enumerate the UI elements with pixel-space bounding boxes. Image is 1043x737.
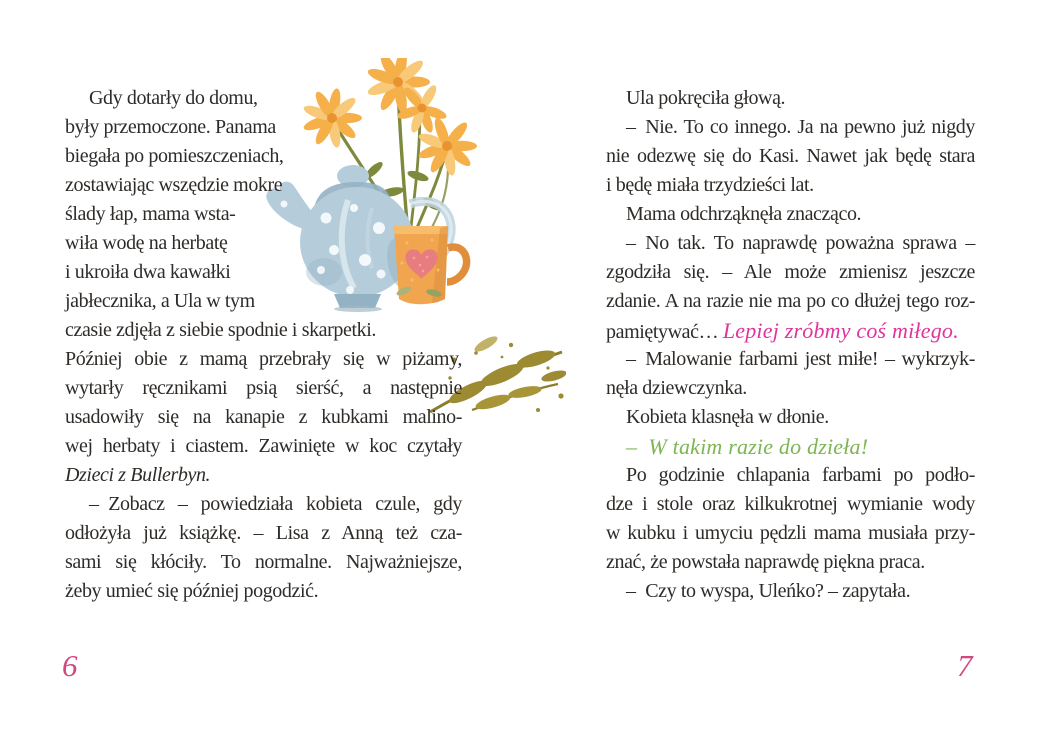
text-line [606,519,975,548]
text-line [65,432,462,461]
body-text: zgodziła się. – Ale może zmienisz jeszcze [606,261,975,283]
text-line [65,548,462,577]
right-page-text [606,84,975,606]
text-line [65,142,462,171]
text-line [606,548,975,577]
text-line [606,287,975,316]
text-line [65,113,462,142]
text-line [606,113,975,142]
text-line [606,432,975,461]
body-text: i ukroiła dwa kawałki [65,261,231,283]
body-text: wiła wodę na herbatę [65,232,228,254]
text-line [65,490,462,519]
right-page [521,0,1043,737]
body-text: – Malowanie farbami jest miłe! – wykrzyk- [626,348,975,370]
body-text: Ula pokręciła głową. [626,87,786,109]
text-line [65,229,462,258]
body-text: były przemoczone. Panama [65,116,276,138]
body-text: żeby umieć się później pogodzić. [65,580,319,602]
body-text: – Nie. To co innego. Ja na pewno już nigdy [626,116,975,138]
body-text: Później obie z mamą przebrały się w piżamy, [65,348,462,370]
body-text: wej herbaty i ciastem. Zawinięte w koc czytały [65,435,462,457]
page-number-left: 6 [62,648,78,683]
body-text: biegała po pomieszczeniach, [65,145,284,167]
body-text: – No tak. To naprawdę poważna sprawa – [626,232,975,254]
body-text: – Czy to wyspa, Uleńko? – zapytała. [626,580,911,602]
text-line [65,171,462,200]
body-text: Mama odchrząknęła znacząco. [626,203,862,225]
body-text: czasie zdjęła z siebie spodnie i skarpetki. [65,319,377,341]
body-text: Po godzinie chlapania farbami po podło- [626,464,975,486]
text-line [606,258,975,287]
text-line [65,374,462,403]
body-text: odłożyła już książkę. – Lisa z Anną też cza- [65,522,462,544]
text-line [65,84,462,113]
text-line [606,200,975,229]
text-line [606,229,975,258]
text-line [65,287,462,316]
body-text: wytarły ręcznikami psią sierść, a następnie [65,377,462,399]
text-line [65,258,462,287]
body-text: Kobieta klasnęła w dłonie. [626,406,829,428]
text-line [606,316,975,345]
left-page-text [65,84,462,606]
text-line [606,577,975,606]
text-line [606,84,975,113]
text-line [65,403,462,432]
body-text: Gdy dotarły do domu, [89,87,258,109]
text-line [65,345,462,374]
text-line [606,171,975,200]
text-line [606,142,975,171]
body-text: nie odezwę się do Kasi. Nawet jak będę stara [606,145,975,167]
body-text: ślady łap, mama wsta- [65,203,236,225]
body-text: znać, że powstała naprawdę piękna praca. [606,551,925,573]
text-line [606,345,975,374]
book-title-italic: Dzieci z Bullerbyn. [65,464,211,486]
text-line [65,316,462,345]
body-text: jabłecznika, a Ula w tym [65,290,255,312]
body-text: usadowiły się na kanapie z kubkami malino- [65,406,462,428]
text-line [65,461,462,490]
body-text: nęła dziewczynka. [606,377,747,399]
body-text: zdanie. A na razie nie ma po co dłużej tego roz- [606,290,975,312]
text-line [65,577,462,606]
text-line [606,374,975,403]
body-text: sami się kłóciły. To normalne. Najważniejsze, [65,551,462,573]
text-line [606,490,975,519]
text-line [606,403,975,432]
text-line [65,200,462,229]
left-page [0,0,521,737]
body-text: – Zobacz – powiedziała kobieta czule, gdy [89,493,462,515]
text-line [65,519,462,548]
body-text: dze i stole oraz kilkukrotnej wymianie wody [606,493,975,515]
pink-handwritten-text: Lepiej zróbmy coś miłego. [722,318,959,343]
text-line [606,461,975,490]
body-text: i będę miała trzydzieści lat. [606,174,814,196]
page-number-right: 7 [957,648,973,683]
green-handwritten-text: – W takim razie do dzieła! [626,434,869,459]
body-text: w kubku i umyciu pędzli mama musiała przy- [606,522,975,544]
body-text: zostawiając wszędzie mokre [65,174,283,196]
body-text: pamiętywać… [606,321,723,343]
